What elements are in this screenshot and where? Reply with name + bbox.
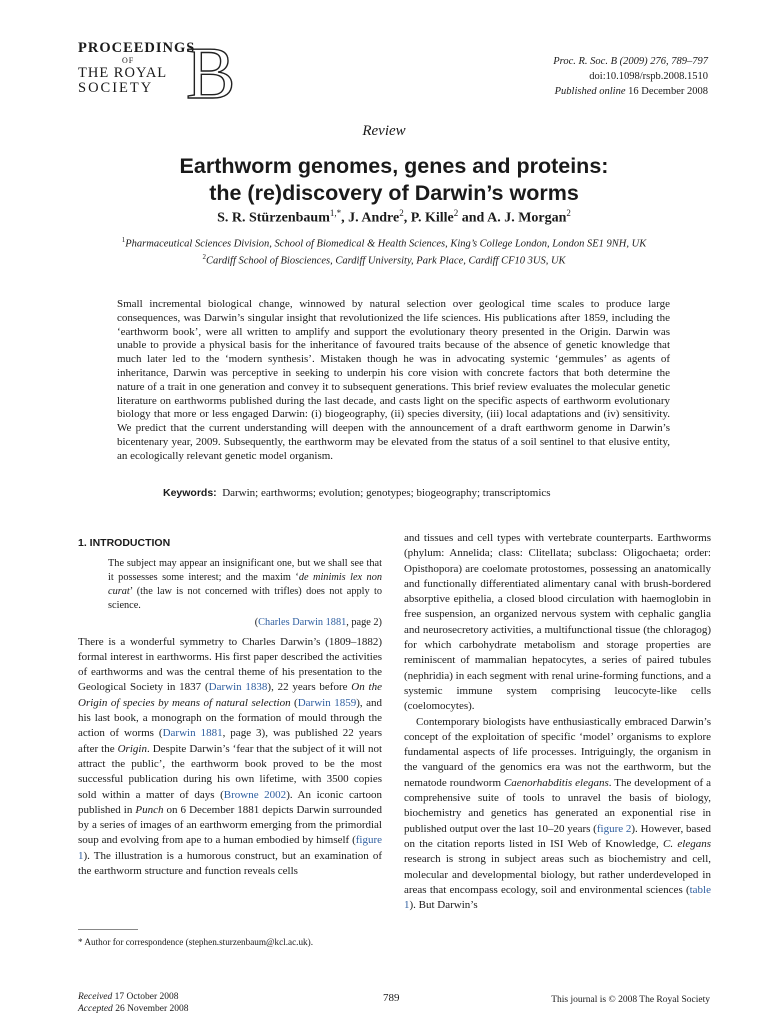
received-line <box>78 991 189 1003</box>
received-date: 17 October 2008 <box>114 992 179 1002</box>
para-text: ). An iconic cartoon published in <box>78 788 382 816</box>
figure-link-2[interactable]: figure 2 <box>596 822 632 835</box>
para-italic: Origin <box>117 742 147 755</box>
para-italic: C. elegans <box>663 837 711 850</box>
article-title <box>80 153 708 207</box>
affiliation-2-num: 2 <box>202 253 206 261</box>
author-separator: , <box>341 210 349 226</box>
affiliation-1-num: 1 <box>121 236 126 244</box>
accepted-date: 26 November 2008 <box>115 1004 189 1014</box>
para-italic: On the Origin of species by means of natural selection <box>78 681 382 709</box>
affiliation-2 <box>120 251 648 268</box>
abstract: Small incremental biological change, winnowed by natural selection over geological time scales to produce large consequences, was Darwin’s singular insight that revolutionized the life sciences. His publications after 1859, including the ‘earthworm book’, were all written to amplify and support the evolutionary theory presented in the Origin. Darwin was unable to provide a physical basis for the inheritance of favoured traits because of the absence of genetic knowledge that much later led to the ‘modern synthesis’. Mistaken though he was in advocating systemic ‘gemmules’ as agents of inheritance, Darwin was perceptive in seeking to underpin his core vision with concrete factors that both determine the nature of a trait in one generation and convey it to subsequent generations. This brief review evaluates the molecular genetic literature on earthworms published during the last decade, and casts light on the specific aspects of earthworm evolutionary biology that more or less engaged Darwin: (i) biogeography, (ii) species diversity, (iii) local adaptations and (iv) sensitivity. We predict that the current understanding will deepen with the announcement of a draft earthworm genome in Darwin’s bicentenary year, 2009. Subsequently, the earthworm may be elevated from the status of a soil sentinel to that elusive entity, an ecologically relevant genetic model organism. <box>117 298 670 462</box>
para-text: on 6 December 1881 depicts Darwin surrounded by a series of images of an earthworm emerging from the primordial soup and evolving from ape to a human embodied by himself ( <box>78 803 382 847</box>
journal-logo <box>78 38 236 104</box>
right-column <box>404 531 711 913</box>
epigraph-citation <box>78 615 382 630</box>
received-label: Received <box>78 992 113 1002</box>
figure-link-1[interactable]: figure 1 <box>78 834 382 862</box>
author-3-affil: 2 <box>453 208 459 218</box>
accepted-line <box>78 1003 189 1015</box>
para-italic: Caenorhabditis elegans <box>503 776 609 789</box>
published-date: 16 December 2008 <box>628 86 708 97</box>
doi[interactable]: doi:10.1098/rspb.2008.1510 <box>589 71 708 82</box>
ref-link-darwin-1838[interactable]: Darwin 1838 <box>208 681 268 694</box>
author-and: and <box>458 210 488 226</box>
footnote-rule <box>78 929 138 930</box>
left-column <box>78 536 382 879</box>
para-text: ), and his last book, a monograph on the formation of mould through the action of worms ( <box>78 696 382 740</box>
page-number: 789 <box>383 992 400 1004</box>
cite-open: ( <box>254 617 259 629</box>
keywords-label: Keywords: <box>163 487 217 499</box>
citation-block <box>553 54 708 99</box>
received-accepted <box>78 991 189 1015</box>
author-1: S. R. Stürzenbaum <box>217 210 330 226</box>
logo-proceedings: PROCEEDINGS <box>78 40 196 56</box>
right-paragraph-2 <box>404 715 711 914</box>
affiliations <box>120 234 648 268</box>
affiliation-2-text: Cardiff School of Biosciences, Cardiff University, Park Place, Cardiff CF10 3US, UK <box>205 255 566 267</box>
affiliation-1-text: Pharmaceutical Sciences Division, School of Biomedical & Health Sciences, King’s College London, London SE1 9NH, UK <box>125 238 647 250</box>
para-text: There is a wonderful symmetry to Charles Darwin’s (1809–1882) formal interest in earthworms. His first paper described the activities of earthworms and was the central theme of his presentation to the Geological Society in 1837 ( <box>78 635 382 694</box>
epigraph-quote <box>108 557 382 613</box>
author-list <box>80 208 708 227</box>
para-text: research is strong in subject areas such as biochemistry and cell, molecular and developmental biology, but rather underdeveloped in areas that encompass ecology, soil and environmental sciences ( <box>404 853 711 896</box>
logo-b-letter <box>186 38 266 104</box>
intro-paragraph-1 <box>78 635 382 880</box>
logo-the-royal: THE ROYAL <box>78 65 168 81</box>
accepted-label: Accepted <box>78 1004 113 1014</box>
ref-link-darwin-1859[interactable]: Darwin 1859 <box>297 696 357 709</box>
author-2: J. Andre <box>348 210 400 226</box>
right-paragraph-1: and tissues and cell types with vertebrate counterparts. Earthworms (phylum: Annelida; class: Clitellata; subclass: Oligochaeta; order: Opisthopora) are coelomate protostomes, possessing an anatomically and functionally differentiated alimentary canal with brush-bordered absorptive epithelia, a closed blood circulation with haemoglobin in free suspension, an organized nervous system with cephalic ganglia and neurosecretory activities, a multifunctional tissue (the chloragog) for which carbohydrate metabolism and storage properties are reminiscent of mammalian hepatocytes, a series of paired tubules (nephridia) in each segment with renal urine-forming functions, and a systemic immune system comprising leucocyte-like cells (coelomocytes). <box>404 532 711 713</box>
published-online <box>553 84 708 99</box>
logo-b-glyph: B <box>186 38 236 104</box>
para-text: . The development of a comprehensive suite of tools to unravel the basis of biology, biochemistry and genetics has generated an exponential rise in published output over the last 10–20 years ( <box>404 776 711 835</box>
article-type: Review <box>362 123 406 139</box>
copyright: This journal is © 2008 The Royal Society <box>551 995 710 1005</box>
quote-latin: de minimis lex non curat <box>108 572 382 598</box>
author-2-affil: 2 <box>399 208 404 218</box>
logo-of: OF <box>122 56 135 65</box>
quote-text-end: ’ (the law is not concerned with trifles) does not apply to science. <box>108 586 382 612</box>
keywords <box>163 487 703 499</box>
cite-rest: , page 2) <box>346 617 382 629</box>
footnote-correspondence: * Author for correspondence (stephen.sturzenbaum@kcl.ac.uk). <box>78 937 314 947</box>
author-1-affil[interactable]: 1,* <box>329 208 342 218</box>
quote-text: The subject may appear an insignificant one, but we shall see that it possesses some interest; and the maxim ‘ <box>108 558 382 584</box>
para-text: ), 22 years before <box>267 681 352 694</box>
affiliation-1 <box>120 234 648 251</box>
para-text: ( <box>290 696 298 709</box>
title-line-2: the (re)discovery of Darwin’s worms <box>209 181 579 205</box>
published-label: Published online <box>554 86 626 97</box>
para-italic: Punch <box>135 803 164 816</box>
para-text: . Despite Darwin’s ‘fear that the subject of it will not attract the public’, the earthworm book proved to be the most successful publication during his own lifetime, with 3500 copies sold within a matter of days ( <box>78 742 382 801</box>
journal-reference: Proc. R. Soc. B (2009) 276, 789–797 <box>553 56 708 67</box>
para-text: ). But Darwin’s <box>409 899 478 912</box>
para-text: ). However, based on the citation reports listed in ISI Web of Knowledge, <box>404 822 711 850</box>
author-separator: , <box>403 210 411 226</box>
ref-link-darwin-1881[interactable]: Charles Darwin 1881 <box>258 617 347 629</box>
para-text: ). The illustration is a humorous construct, but an examination of the earthworm structure and function reveals cells <box>78 849 382 878</box>
ref-link-darwin-1881[interactable]: Darwin 1881 <box>162 727 223 740</box>
table-link-1[interactable]: table 1 <box>404 883 711 912</box>
ref-link-browne-2002[interactable]: Browne 2002 <box>223 788 287 801</box>
author-4-affil: 2 <box>566 208 571 218</box>
logo-society: SOCIETY <box>78 80 154 96</box>
keywords-list: Darwin; earthworms; evolution; genotypes; biogeography; transcriptomics <box>222 487 551 499</box>
author-4: A. J. Morgan <box>487 210 567 226</box>
author-3: P. Kille <box>410 210 454 226</box>
para-text: , page 3), was published 22 years after the <box>78 727 382 755</box>
title-line-1: Earthworm genomes, genes and proteins: <box>179 154 609 178</box>
para-text: Contemporary biologists have enthusiastically embraced Darwin’s concept of the exploitation of specific ‘model’ organisms to explore fundamental aspects of life processes. Intriguingly, the organism in the vanguard of the genomics era was not the earthworm, but the nematode roundworm <box>404 715 711 789</box>
section-heading-introduction: 1. INTRODUCTION <box>78 537 171 549</box>
